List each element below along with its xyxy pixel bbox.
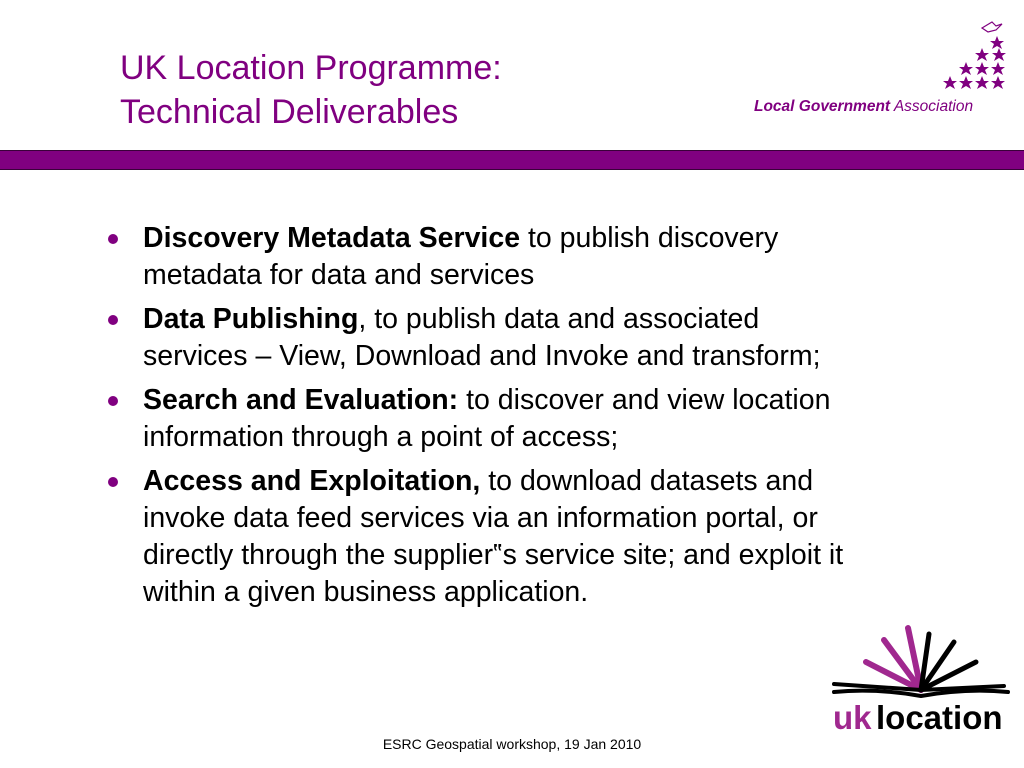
bullet-text: , to publish data and associated services – View, Download and Invoke and transform; bbox=[143, 303, 821, 372]
bullet-item bbox=[100, 301, 860, 375]
bullet-text: to publish discovery metadata for data and services bbox=[143, 222, 779, 291]
bullet-dot-icon bbox=[108, 477, 118, 487]
bullet-bold: Search and Evaluation: bbox=[143, 384, 459, 416]
footer-text: ESRC Geospatial workshop, 19 Jan 2010 bbox=[382, 736, 642, 752]
slide-title bbox=[120, 46, 502, 134]
lga-logo-text bbox=[754, 98, 973, 116]
bullet-item bbox=[100, 220, 860, 294]
title-line-2: Technical Deliverables bbox=[120, 93, 459, 131]
bullet-list bbox=[100, 220, 860, 618]
location-text: location bbox=[876, 699, 1003, 736]
bullet-text: to discover and view location information through a point of access; bbox=[143, 384, 831, 453]
bullet-bold: Access and Exploitation, bbox=[143, 465, 481, 497]
header-divider-band bbox=[0, 150, 1024, 170]
lga-text-bold: Local Government bbox=[754, 98, 891, 115]
bullet-dot-icon bbox=[108, 234, 118, 244]
bullet-item bbox=[100, 463, 860, 611]
bullet-item bbox=[100, 382, 860, 456]
uk-location-logo bbox=[826, 618, 1016, 738]
bullet-text: to download datasets and invoke data feed services via an information portal, or directly through the supplier‟s service site; and exploit it within a given business application. bbox=[143, 465, 844, 608]
lga-text-regular: Association bbox=[890, 98, 974, 115]
bullet-bold: Discovery Metadata Service bbox=[143, 222, 521, 254]
bullet-dot-icon bbox=[108, 315, 118, 325]
open-book-rays-icon bbox=[834, 628, 1008, 696]
title-line-1: UK Location Programme: bbox=[120, 49, 502, 87]
bullet-dot-icon bbox=[108, 396, 118, 406]
uk-text: uk bbox=[833, 699, 872, 736]
bullet-bold: Data Publishing bbox=[143, 303, 359, 335]
